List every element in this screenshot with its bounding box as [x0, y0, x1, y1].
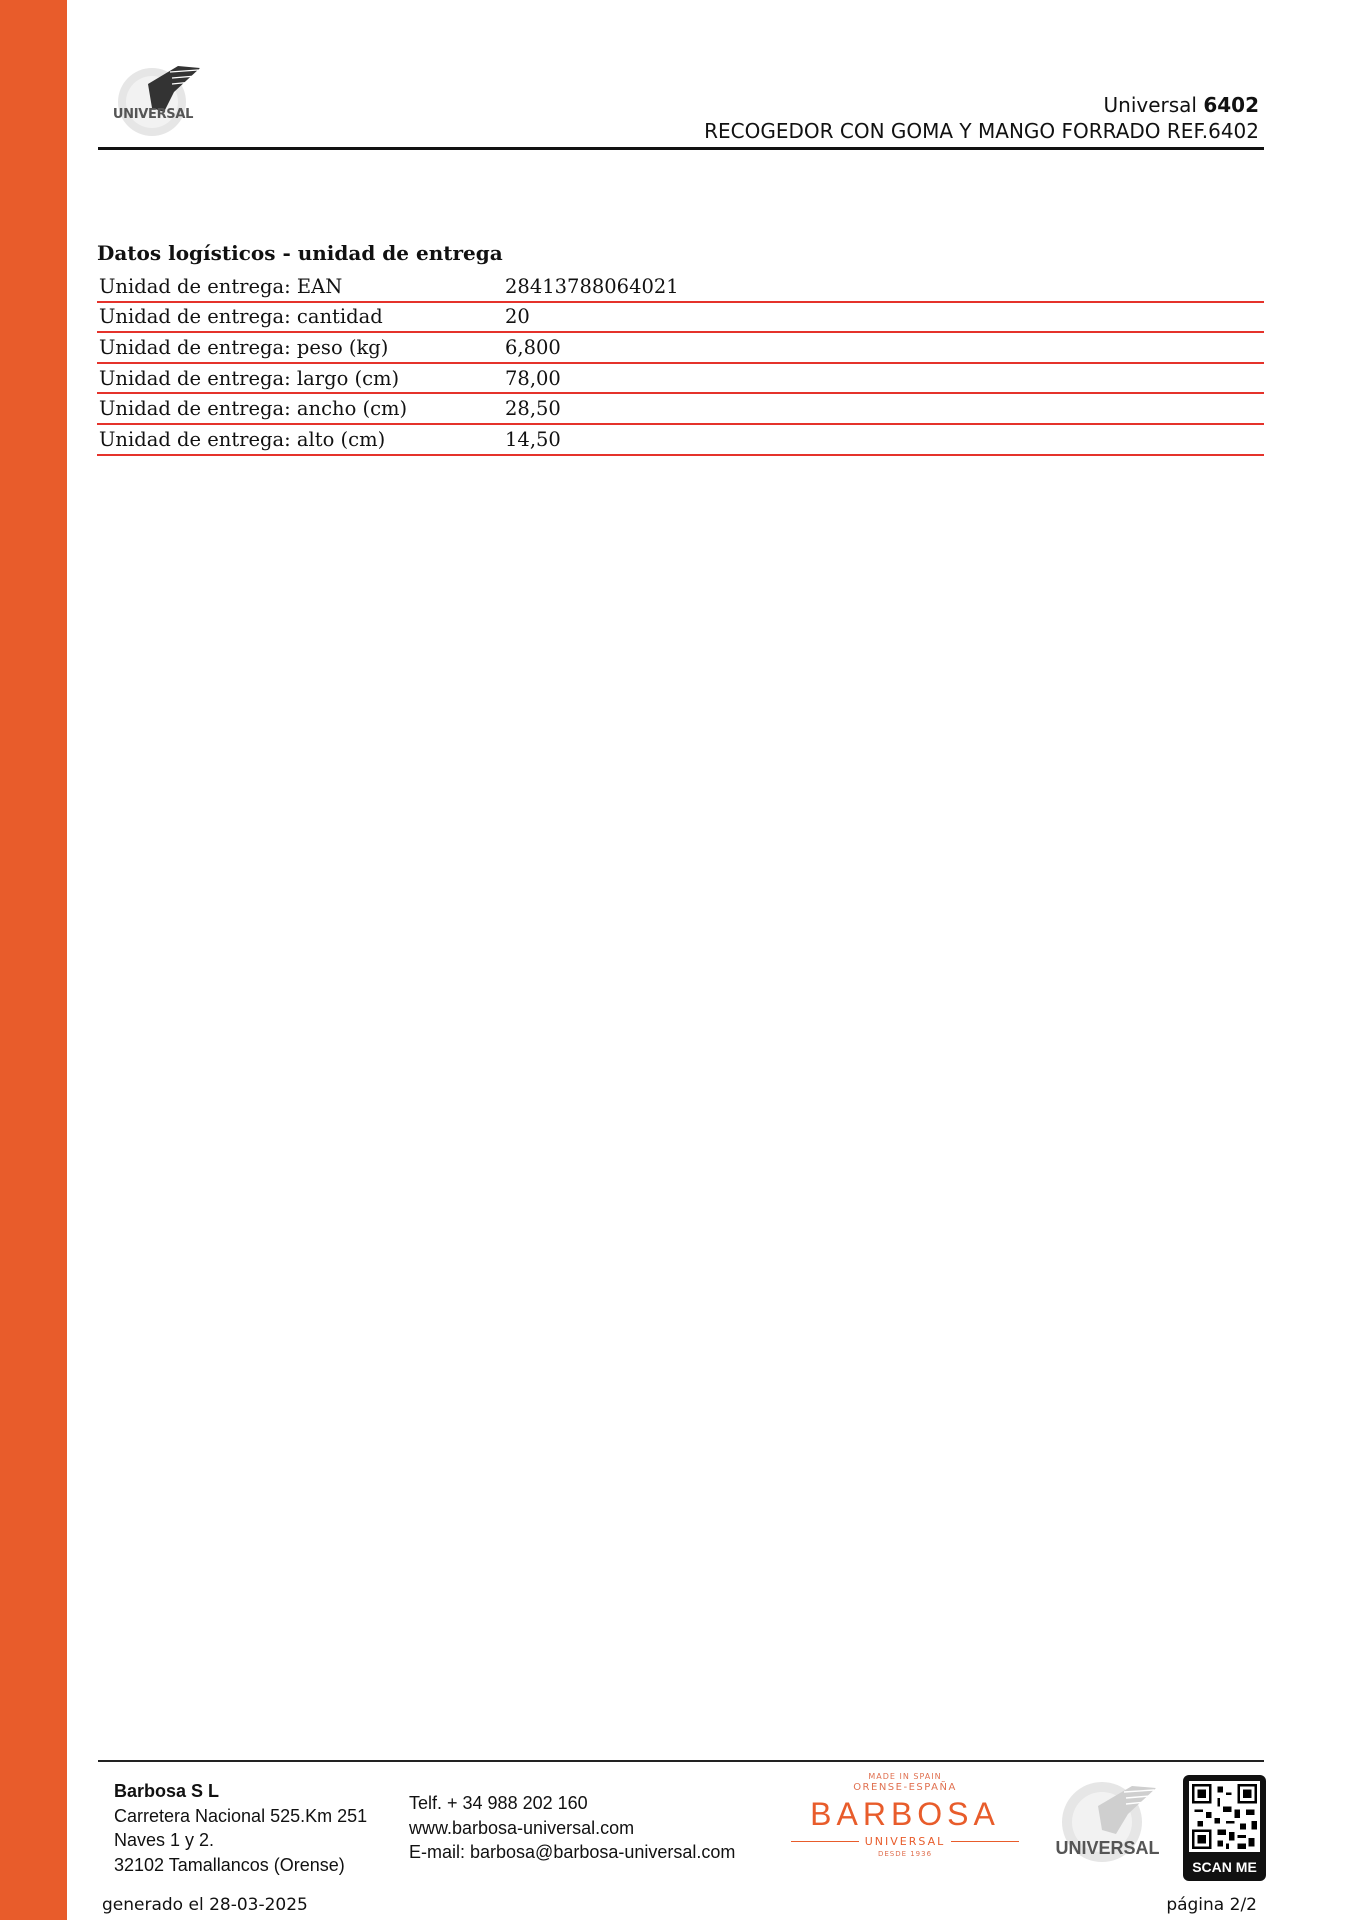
address-line: Carretera Nacional 525.Km 251	[114, 1805, 368, 1826]
model-number: 6402	[1203, 93, 1259, 117]
barbosa-logo	[785, 1772, 1025, 1884]
phone-number: Telf. + 34 988 202 160	[409, 1793, 588, 1813]
page-number: página 2/2	[1166, 1895, 1257, 1915]
qr-code-icon	[1189, 1781, 1260, 1852]
company-contact	[409, 1791, 735, 1865]
header-divider	[98, 147, 1264, 150]
universal-logo-icon	[108, 62, 208, 142]
qr-label: SCAN ME	[1192, 1859, 1257, 1875]
brand-name: Universal	[1103, 93, 1197, 117]
table-row	[97, 425, 1264, 456]
logo-wordmark: BARBOSA	[810, 1796, 1000, 1832]
company-address	[114, 1779, 367, 1877]
row-label: Unidad de entrega: largo (cm)	[99, 366, 400, 390]
address-line: Naves 1 y 2.	[114, 1830, 215, 1850]
row-value: 14,50	[505, 427, 561, 451]
side-accent-bar	[0, 0, 67, 1920]
universal-logo-icon	[1050, 1780, 1165, 1880]
table-row	[97, 333, 1264, 364]
table-row	[97, 303, 1264, 334]
row-value: 20	[505, 305, 530, 329]
email-link[interactable]: E-mail: barbosa@barbosa-universal.com	[409, 1842, 736, 1862]
logo-text: UNIVERSAL	[1055, 1838, 1160, 1858]
website-link[interactable]: www.barbosa-universal.com	[409, 1817, 635, 1838]
logo-place: ORENSE-ESPAÑA	[853, 1782, 957, 1793]
logo-sub: UNIVERSAL	[864, 1835, 946, 1848]
row-label: Unidad de entrega: EAN	[99, 274, 343, 298]
logo-subline	[785, 1835, 1025, 1848]
row-label: Unidad de entrega: ancho (cm)	[99, 397, 408, 421]
logo-rule	[951, 1841, 1019, 1842]
row-label: Unidad de entrega: peso (kg)	[99, 335, 389, 359]
row-value: 6,800	[505, 335, 561, 359]
company-name: Barbosa S L	[114, 1781, 220, 1801]
product-description: RECOGEDOR CON GOMA Y MANGO FORRADO REF.6402	[704, 119, 1259, 143]
logo-since: DESDE 1936	[877, 1850, 933, 1858]
generated-date: generado el 28-03-2025	[102, 1895, 308, 1915]
table-row	[97, 272, 1264, 303]
logistics-table	[97, 272, 1264, 456]
table-row	[97, 364, 1264, 395]
qr-code[interactable]	[1183, 1775, 1266, 1881]
address-line: 32102 Tamallancos (Orense)	[114, 1854, 345, 1875]
logo-rule	[791, 1841, 859, 1842]
logo-made-in: MADE IN SPAIN	[868, 1772, 942, 1781]
product-brand-line	[704, 92, 1259, 118]
row-value: 28413788064021	[505, 274, 679, 298]
row-value: 28,50	[505, 397, 561, 421]
section-title: Datos logísticos - unidad de entrega	[97, 241, 503, 265]
row-label: Unidad de entrega: cantidad	[99, 305, 383, 329]
document-header	[704, 92, 1259, 144]
row-label: Unidad de entrega: alto (cm)	[99, 427, 386, 451]
logo-text: UNIVERSAL	[112, 107, 194, 122]
footer-divider	[98, 1760, 1264, 1762]
row-value: 78,00	[505, 366, 561, 390]
table-row	[97, 394, 1264, 425]
